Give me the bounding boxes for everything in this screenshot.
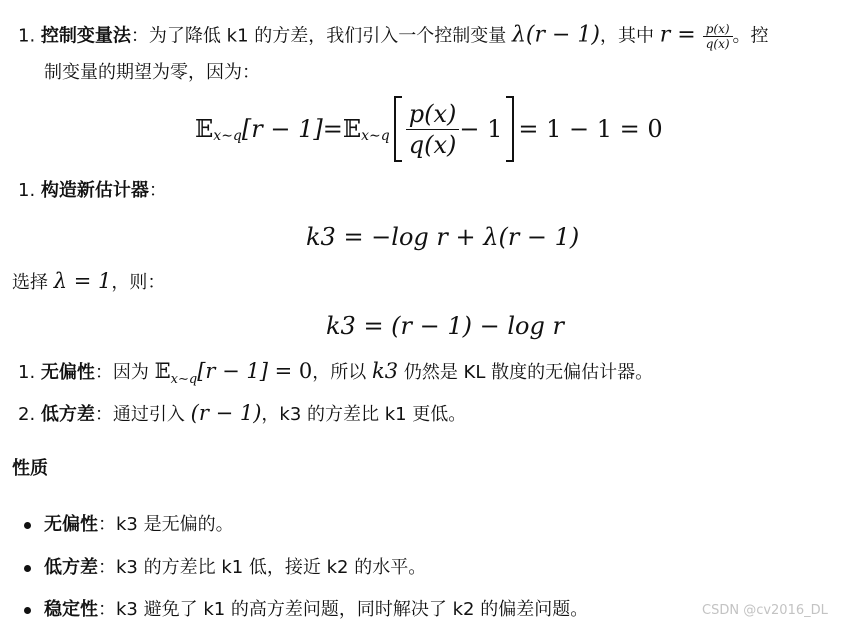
equation-k3-simplified: k3 = (r − 1) − log r [326,312,564,340]
item-4 [18,400,466,428]
item-4-text: ：通过引入 [94,404,191,425]
item-3-text: ：因为 [94,362,155,383]
bullet-text: ：k3 是无偏的。 [98,514,234,535]
math-k3: k3 [372,359,399,383]
bullet-item-unbiased [44,512,234,538]
bullet-text: ：k3 避免了 k1 的高方差问题，同时解决了 k2 的偏差问题。 [98,599,589,620]
math-minus-one: − 1 [459,115,503,143]
bullet-term: 低方差 [44,557,98,578]
math-subscript: x∼q [170,372,198,387]
item-4-text2: ，k3 的方差比 k1 更低。 [261,404,467,425]
term-control-variate: 控制变量法 [40,25,131,47]
choose-text2: ，则： [111,272,166,293]
equation-k3-definition: k3 = −log r + λ(r − 1) [306,223,580,251]
term-low-variance: 低方差 [40,404,95,425]
math-subscript: x∼q [213,128,242,144]
math-equals: = [322,115,343,143]
item-3-text3: 仍然是 KL 散度的无偏估计器。 [398,362,654,383]
bullet-item-low-variance [44,555,426,581]
bullet-term: 无偏性 [44,514,98,535]
math-result: = 1 − 1 = 0 [518,115,663,143]
fraction-numerator: p(x) [406,99,460,130]
math-expectation-symbol: 𝔼 [342,115,362,143]
math-left-bracket [394,96,402,162]
math-bracket-r-minus-1: [r − 1] [241,115,323,143]
choose-lambda-line [12,268,165,296]
item-number: 1. [18,25,36,47]
math-right-bracket [506,96,514,162]
math-expectation-symbol: 𝔼 [195,115,214,143]
math-fraction-p-over-q [406,99,460,160]
math-r-minus-1: (r − 1) [190,401,262,425]
item-2-text: ： [148,180,167,201]
bullet-item-stability [44,597,588,623]
equation-expectation [195,98,663,160]
term-unbiased: 无偏性 [40,362,95,383]
math-lambda-equals-one: λ = 1 [53,269,112,293]
math-equals-zero: = 0 [267,359,313,383]
item-2 [18,178,167,204]
item-3 [18,358,653,393]
bullet-term: 稳定性 [44,599,98,620]
bullet-dot-icon [24,607,31,614]
fraction-numerator: p(x) [703,22,733,37]
bullet-text: ：k3 的方差比 k1 低，接近 k2 的水平。 [98,557,427,578]
math-fraction-p-over-q [703,22,733,51]
item-1-text2: ，其中 [600,25,660,47]
item-3-text2: ，所以 [312,362,372,383]
item-1-text: ：为了降低 k1 的方差，我们引入一个控制变量 [130,25,512,47]
item-number: 1. [18,180,36,201]
section-title: 性质 [12,458,48,479]
term-new-estimator: 构造新估计器 [40,180,149,201]
math-expectation-symbol: 𝔼 [154,359,171,383]
choose-text: 选择 [12,272,54,293]
math-bracket-r-minus-1: [r − 1] [197,359,268,383]
item-1-line-2: 制变量的期望为零，因为： [44,62,260,83]
math-equals: = [670,22,703,48]
watermark: CSDN @cv2016_DL [702,603,828,618]
fraction-denominator: q(x) [408,130,457,159]
math-subscript: x∼q [361,128,390,144]
bullet-dot-icon [24,522,31,529]
math-lambda-r-minus-1: λ(r − 1) [511,22,601,48]
item-number: 2. [18,404,36,425]
item-1-text3: 。控 [732,25,769,47]
math-r: r [659,22,671,48]
bullet-dot-icon [24,565,31,572]
fraction-denominator: q(x) [705,37,730,51]
item-number: 1. [18,362,36,383]
item-1 [18,22,769,51]
